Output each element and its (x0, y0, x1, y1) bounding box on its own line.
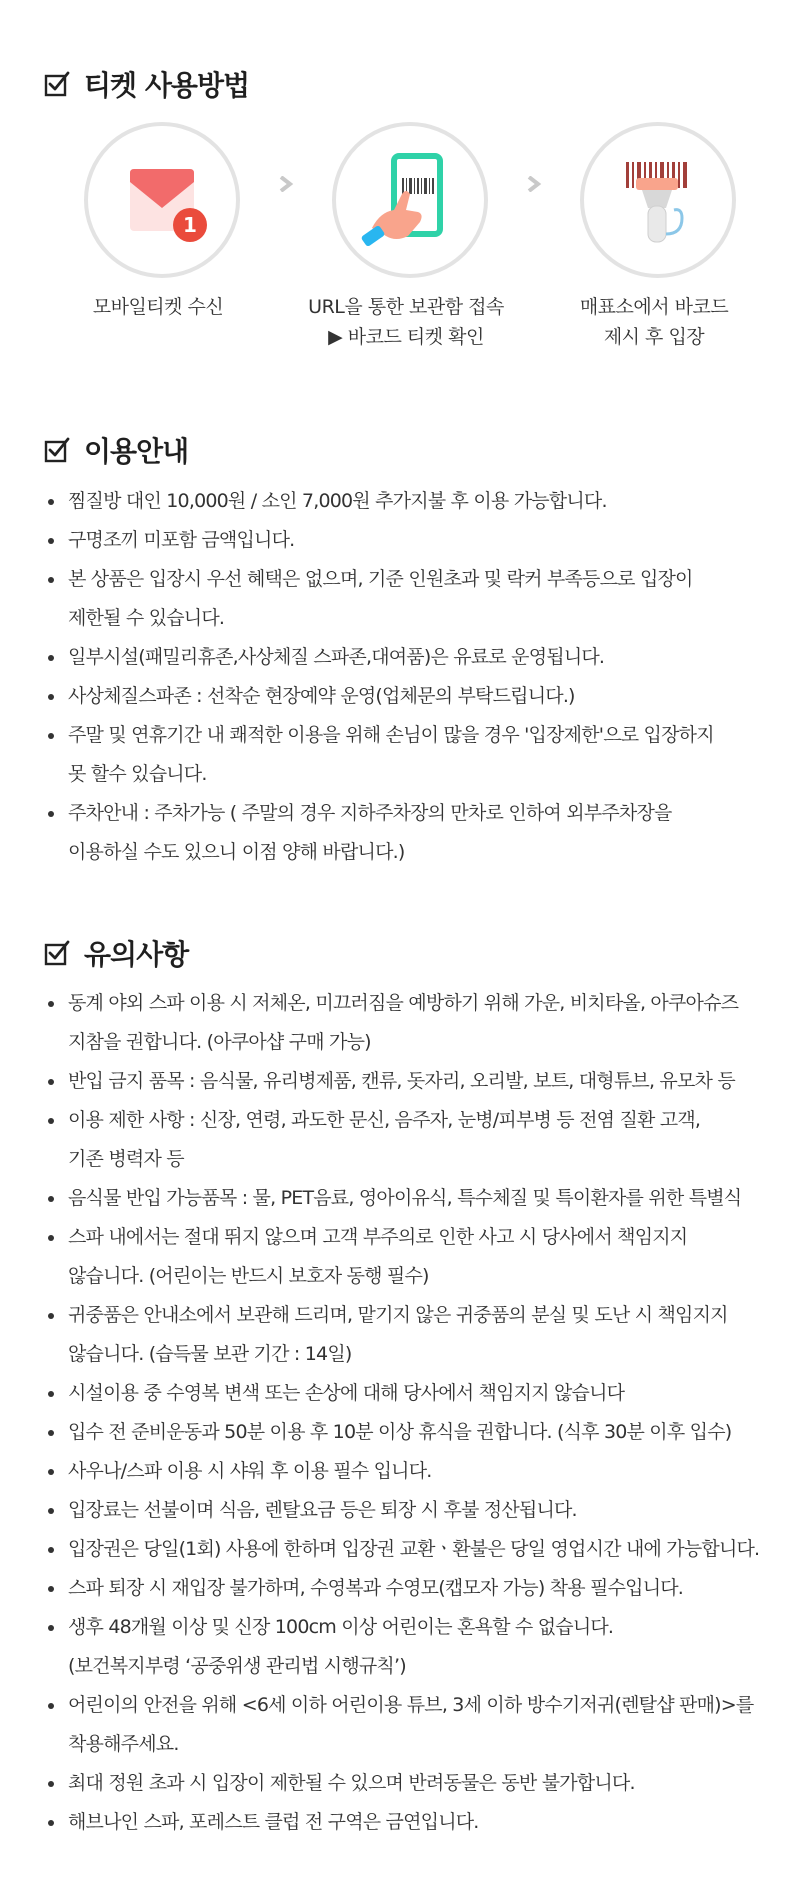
list-item-line: 않습니다. (어린이는 반드시 보호자 동행 필수) (68, 1265, 429, 1287)
list-item (44, 1374, 784, 1413)
notes-section-header (44, 933, 188, 973)
usage-section-header (44, 430, 188, 470)
ticket-steps (0, 122, 800, 362)
list-item-line: 본 상품은 입장시 우선 혜택은 없으며, 기준 인원초과 및 락커 부족등으로 입장이 (68, 568, 693, 590)
list-item (44, 1530, 784, 1569)
list-item (44, 716, 784, 794)
list-item-line: 스파 내에서는 절대 뛰지 않으며 고객 부주의로 인한 사고 시 당사에서 책임지지 (68, 1226, 688, 1248)
list-item (44, 1608, 784, 1686)
ticket-section-header (44, 64, 249, 104)
list-item (44, 1218, 784, 1296)
list-item (44, 560, 784, 638)
step-3-text-line2: 제시 후 입장 (603, 326, 705, 348)
list-item (44, 1686, 784, 1764)
notification-badge: 1 (183, 213, 197, 237)
list-item (44, 1296, 784, 1374)
step-url-access (332, 122, 488, 278)
list-item (44, 677, 784, 716)
list-item-line: 지참을 권합니다. (아쿠아샵 구매 가능) (68, 1031, 371, 1053)
list-item-line: 입장권은 당일(1회) 사용에 한하며 입장권 교환ㆍ환불은 당일 영업시간 내에 가능합니다. (68, 1538, 760, 1560)
list-item (44, 1413, 784, 1452)
list-item-line: 입장료는 선불이며 식음, 렌탈요금 등은 퇴장 시 후불 정산됩니다. (68, 1499, 577, 1521)
step-2-text-line2: ▶ 바코드 티켓 확인 (328, 326, 484, 348)
list-item-line: 동계 야외 스파 이용 시 저체온, 미끄러짐을 예방하기 위해 가운, 비치타올, 아쿠아슈즈 (68, 992, 739, 1014)
list-item (44, 482, 784, 521)
list-item-line: 않습니다. (습득물 보관 기간 : 14일) (68, 1343, 352, 1365)
list-item (44, 638, 784, 677)
checkbox-icon (44, 940, 70, 966)
phone-barcode-icon (336, 126, 484, 274)
list-item-line: 생후 48개월 이상 및 신장 100cm 이상 어린이는 혼욕할 수 없습니다. (68, 1616, 614, 1638)
list-item-line: 음식물 반입 가능품목 : 물, PET음료, 영아이유식, 특수체질 및 특이환자를 위한 특별식 (68, 1187, 742, 1209)
usage-section-title: 이용안내 (84, 435, 189, 468)
barcode-scanner-icon (584, 126, 732, 274)
list-item (44, 1452, 784, 1491)
list-item-line: 최대 정원 초과 시 입장이 제한될 수 있으며 반려동물은 동반 불가합니다. (68, 1772, 635, 1794)
list-item-line: 스파 퇴장 시 재입장 불가하며, 수영복과 수영모(캡모자 가능) 착용 필수입니다. (68, 1577, 684, 1599)
list-item-line: 반입 금지 품목 : 음식물, 유리병제품, 캔류, 돗자리, 오리발, 보트, 대형튜브, 유모차 등 (68, 1070, 735, 1092)
list-item-line: 해브나인 스파, 포레스트 클럽 전 구역은 금연입니다. (68, 1811, 479, 1833)
envelope-icon (88, 126, 236, 274)
list-item-line: (보건복지부령 ‘공중위생 관리법 시행규칙’) (68, 1655, 406, 1677)
list-item-line: 입수 전 준비운동과 50분 이용 후 10분 이상 휴식을 권합니다. (식후 30분 이후 입수) (68, 1421, 732, 1443)
step-3-text-line1: 매표소에서 바코드 (579, 296, 729, 318)
list-item-line: 귀중품은 안내소에서 보관해 드리며, 맡기지 않은 귀중품의 분실 및 도난 시 책임지지 (68, 1304, 728, 1326)
list-item (44, 1062, 784, 1101)
list-item-line: 어린이의 안전을 위해 <6세 이하 어린이용 튜브, 3세 이하 방수기저귀(렌탈샵 판매)>를 (68, 1694, 754, 1716)
list-item (44, 794, 784, 872)
list-item-line: 이용 제한 사항 : 신장, 연령, 과도한 문신, 음주자, 눈병/피부병 등 전염 질환 고객, (68, 1109, 701, 1131)
chevron-right-icon (278, 176, 294, 192)
list-item-line: 못 할수 있습니다. (68, 763, 207, 785)
ticket-section-title: 티켓 사용방법 (84, 69, 250, 102)
list-item-line: 기존 병력자 등 (68, 1148, 184, 1170)
list-item-line: 사우나/스파 이용 시 샤워 후 이용 필수 입니다. (68, 1460, 432, 1482)
list-item-line: 구명조끼 미포함 금액입니다. (68, 529, 295, 551)
list-item-line: 착용해주세요. (68, 1733, 179, 1755)
list-item (44, 1764, 784, 1803)
step-barcode-entry (580, 122, 736, 278)
list-item (44, 1803, 784, 1842)
notes-list (44, 984, 784, 1842)
list-item-line: 주말 및 연휴기간 내 쾌적한 이용을 위해 손님이 많을 경우 '입장제한'으로 입장하지 (68, 724, 714, 746)
list-item-line: 일부시설(패밀리휴존,사상체질 스파존,대여품)은 유료로 운영됩니다. (68, 646, 605, 668)
list-item (44, 1491, 784, 1530)
list-item (44, 1179, 784, 1218)
chevron-right-icon (526, 176, 542, 192)
list-item-line: 제한될 수 있습니다. (68, 607, 225, 629)
list-item (44, 521, 784, 560)
usage-list (44, 482, 784, 872)
step-mobile-ticket (84, 122, 240, 278)
notes-section-title: 유의사항 (84, 938, 189, 971)
list-item-line: 이용하실 수도 있으니 이점 양해 바랍니다.) (68, 841, 405, 863)
list-item (44, 984, 784, 1062)
checkbox-icon (44, 71, 70, 97)
list-item (44, 1569, 784, 1608)
step-label-2 (286, 292, 526, 352)
step-label-1 (38, 292, 278, 322)
list-item-line: 사상체질스파존 : 선착순 현장예약 운영(업체문의 부탁드립니다.) (68, 685, 575, 707)
list-item (44, 1101, 784, 1179)
step-label-3 (534, 292, 774, 352)
list-item-line: 주차안내 : 주차가능 ( 주말의 경우 지하주차장의 만차로 인하여 외부주차장을 (68, 802, 672, 824)
list-item-line: 찜질방 대인 10,000원 / 소인 7,000원 추가지불 후 이용 가능합니다. (68, 490, 607, 512)
step-1-text: 모바일티켓 수신 (92, 296, 224, 318)
checkbox-icon (44, 437, 70, 463)
list-item-line: 시설이용 중 수영복 변색 또는 손상에 대해 당사에서 책임지지 않습니다 (68, 1382, 625, 1404)
step-2-text-line1: URL을 통한 보관함 접속 (308, 296, 504, 318)
